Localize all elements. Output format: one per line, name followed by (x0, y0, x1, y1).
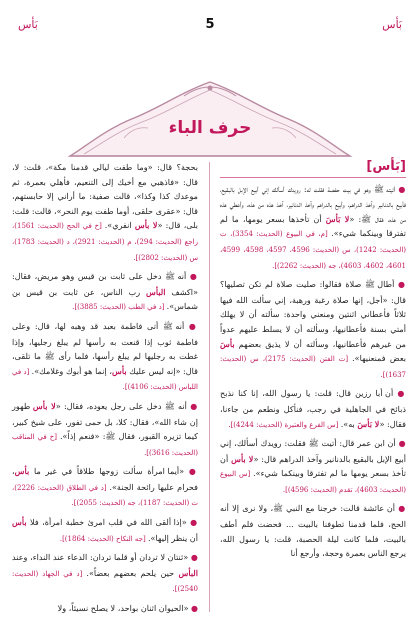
citation-reference: [د في الجهاد (الحديث: 2540)]. (12, 569, 198, 594)
paragraph-text: حين يلحم بعضهم بعضاً». (86, 567, 179, 578)
paragraph-text: طهور إن شاء الله»، فقال: كلا، بل حمى تفور، على شيخ كبير، كيما تزيره القبور، فقال ﷺ: «فنعم إذاً». (12, 400, 198, 442)
keyword-highlight: لا بأس (32, 400, 56, 411)
bullet-icon: ● (184, 321, 198, 331)
hadith-paragraph (12, 601, 198, 617)
paragraph-text: رب الناس، عن ثابت بن قيس بن شماس». (12, 286, 198, 312)
running-head-right: بَأس (382, 17, 402, 31)
keyword-highlight: لا بَأسَ (325, 213, 350, 224)
left-column (12, 160, 198, 621)
keyword-highlight: بأس (14, 466, 30, 477)
paragraph-text: أن ابن عمر قال: أتيت ﷺ فقلت: رويدك أسألك، إني أبيع الإبل بالبقيع بالدنانير وآخذ الدراهم قال: « (220, 438, 406, 464)
keyword-highlight: لا بأس (134, 220, 158, 231)
entry-headword: [بَأس] (366, 159, 406, 174)
paragraph-text: بحجة؟ قال: «وما طفت ليالي قدمنا مكة»، قلت: لا، قال: «فاذهبي مع أخيك إلى التنعيم، فأهلي بعمرة، ثم موعدك كذا وكذا»، قالت صفية: ما أراني إلا حابستهم، قال: «عقرى حلقى، أوما طفت يوم النحر»، قالت: قلت: بلى، قال: « (12, 162, 198, 231)
paragraph-text: أتيته ﷺ وهو في بيت حفصة فقلت له: رويدك أسألك إني أبيع الإبل بالبقيع، فأبيع بالدنانير وآخذ الدراهم، وأبيع بالدراهم وآخذ الدنانير، آخذ هذه من هذه، وأعطي هذه من هذه، فقال ﷺ: « (220, 183, 406, 224)
page-header (18, 14, 402, 34)
paragraph-text: أن أبا رزين قال: قلت: يا رسول الله، إنا كنا نذبح ذبائح في الجاهلية في رجب، فنأكل ونطعم من جاءنا، فقال: « (220, 388, 406, 429)
citation-reference: [جه النكاح (الحديث: 1864)]. (59, 534, 148, 543)
citation-reference: [م، في البيوع (الحديث: 3354)، ت (الحديث: 1242)، س (الحديث: 4596، 4597، 4598، 4599، 4601، 4602، 4603)، جه (الحديث: 2262)]. (220, 230, 406, 270)
hadith-paragraph (220, 277, 406, 382)
keyword-highlight: البأس (178, 567, 199, 578)
right-paragraphs (220, 182, 406, 561)
keyword-highlight: بأسَ (220, 338, 235, 349)
citation-reference: [خ في الحج (الحديث: 1561)، راجع (الحديث: 294)، م (الحديث: 2921)، د (الحديث: 1783)، س (الحديث: 2802)]. (12, 222, 198, 262)
hadith-paragraph (220, 386, 406, 432)
citation-reference: [ت الفتن (الحديث: 2175)، س (الحديث: 1637)]. (220, 355, 406, 379)
column-divider (209, 162, 210, 612)
hadith-paragraph (220, 182, 406, 274)
keyword-highlight: لا بأس (231, 453, 254, 464)
citation-reference: [خ في المناقب (الحديث: 3616)]. (12, 433, 198, 457)
chapter-title: حرف الباء (168, 118, 252, 138)
hadith-paragraph (220, 501, 406, 560)
paragraph-text: به». (340, 418, 358, 429)
paragraph-text: «إذا ألقى الله في قلب امرئ خطبة امرأة، فلا (26, 517, 187, 528)
bullet-icon: ● (186, 401, 198, 411)
hadith-paragraph (12, 464, 198, 511)
bullet-icon: ● (395, 504, 406, 514)
paragraph-text: أنه ﷺ دخل على ثابت بن قيس وهو مريض، فقال: «اكشف (12, 271, 198, 297)
right-column (220, 160, 406, 565)
bullet-icon: ● (393, 389, 406, 399)
paragraph-text: أن تأخذها بسعر يومها، ما لم تفترقا وبينكما شيء». (220, 213, 406, 239)
paragraph-text: أنه ﷺ دخل على رجل يعوده، فقال: « (55, 400, 187, 411)
running-head-left: بَأس (18, 17, 38, 31)
bullet-icon: ● (188, 553, 198, 563)
citation-reference: [د في الطب (الحديث: 3885)]. (72, 303, 167, 312)
citation-reference: [س البيوع (الحديث: 4603)، تقدم (الحديث: 4596)]. (220, 470, 406, 494)
entry-rule (220, 177, 406, 178)
paragraph-text: «ثنتان لا تردان أو قلما تردان: الدعاء عند النداء، وعند (12, 552, 189, 563)
paragraph-text: أن تأخذ بسعر يومها ما لم تفترقا وبينكما شيء». (220, 453, 406, 479)
paragraph-text: أنه ﷺ أتى فاطمة بعبد قد وهبه لها، قال: وعلى فاطمة ثوب إذا قنعت به رأسها لم يبلغ رجليها، وإذا غطت به رجليها لم يبلغ رأسها، فلما رأى ﷺ ما تلقى، قال: «إنه ليس عليك (12, 320, 198, 376)
page-number: 5 (205, 16, 215, 32)
bullet-icon: ● (395, 439, 406, 449)
paragraph-text: «الحيوان اثنان بواحد، لا يصلح نسيئاً، ولا (57, 603, 189, 614)
paragraph-text: «أيما امرأة سألت زوجها طلاقاً في غير ما (29, 466, 185, 477)
bullet-icon: ● (184, 467, 199, 477)
bullet-icon: ● (188, 604, 198, 614)
citation-reference: [د في الطلاق (الحديث: 2226)، ت (الحديث: 1187)، جه (الحديث: 2055)]. (12, 483, 198, 508)
keyword-highlight: بأس (12, 517, 27, 528)
bullet-icon: ● (395, 184, 406, 194)
chapter-banner (64, 78, 356, 160)
paragraph-text: أن ينظر إليها». (147, 532, 198, 543)
keyword-highlight: البأس (145, 286, 166, 297)
bullet-icon: ● (394, 280, 406, 290)
hadith-paragraph (220, 436, 406, 497)
bullet-icon: ● (186, 272, 198, 282)
citation-reference: [د في اللباس (الحديث: 4106)]. (12, 367, 198, 392)
hadith-paragraph (12, 399, 198, 460)
hadith-paragraph (12, 550, 198, 597)
citation-reference: [س الفرع والعتيرة (الحديث: 4244)]. (228, 420, 341, 429)
hadith-paragraph (12, 319, 198, 395)
paragraph-text: بعض فمنعنيها». (352, 353, 406, 364)
keyword-highlight: بأس (112, 365, 127, 376)
hadith-paragraph (12, 160, 198, 265)
bullet-icon: ● (186, 518, 198, 528)
paragraph-text: انفري». (104, 220, 135, 231)
paragraph-text: ، إنما هو أبوك وغلامك». (31, 365, 113, 376)
left-paragraphs (12, 160, 198, 617)
paragraph-text: أطال ﷺ صلاة فقالوا: صليت صلاة لم تكن تصليها؟ قال: «أجل، إنها صلاة رغبة ورهبة، إني سألت الله فيها ثلاثاً فأعطاني اثنتين ومنعني واحدة: سألته أن لا يهلك أمتي بسنة فأعطانيها، وسألته أن لا يسلط عليهم عدواً من غيرهم فأعطانيها، وسألته أن لا يذيق بعضهم (220, 279, 406, 349)
paragraph-text: أن عائشة قالت: خرجنا مع النبي ﷺ، ولا نرى إلا أنه الحج، فلما قدمنا تطوفنا بالبيت ... فحضت فلم أطف بالبيت، فلما كانت ليلة الحصبة، قلت: يا رسول الله، يرجع الناس بعمرة وحجة، وأرجع أنا (220, 503, 406, 559)
paragraph-text: ، فحرام عليها رائحة الجنة». (12, 466, 198, 492)
hadith-paragraph (12, 269, 198, 315)
keyword-highlight: لا بَأسَ (357, 418, 380, 429)
hadith-paragraph (12, 515, 198, 546)
